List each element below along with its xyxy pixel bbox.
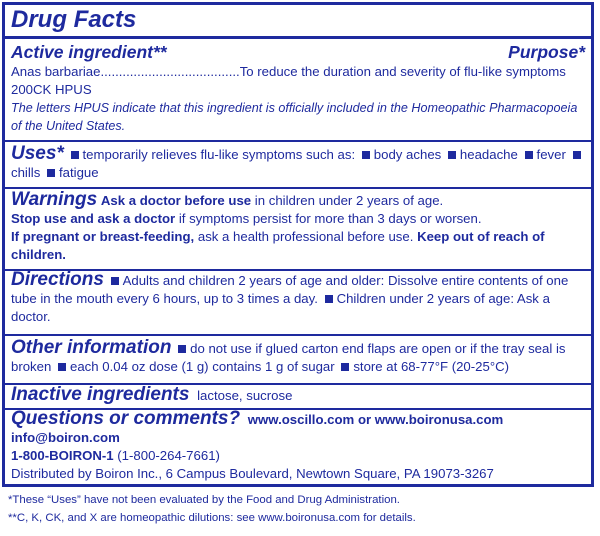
ask-doctor-label: Ask a doctor before use xyxy=(100,193,252,208)
warnings-section xyxy=(5,191,591,264)
bullet-icon xyxy=(362,151,370,159)
dilution-footnote: **C, K, CK, and X are homeopathic dilutions: see www.boironusa.com for details. xyxy=(8,512,416,524)
symptom-item: headache xyxy=(459,147,518,162)
panel-title: Drug Facts xyxy=(11,6,137,33)
bullet-icon xyxy=(47,169,55,177)
questions-heading: Questions or comments? xyxy=(11,408,241,429)
directions-text xyxy=(11,271,585,326)
pregnant-text: ask a health professional before use. xyxy=(197,229,414,244)
uses-footnote: *These “Uses” have not been evaluated by the Food and Drug Administration. xyxy=(8,494,400,506)
uses-section xyxy=(5,145,591,182)
symptom-item: fatigue xyxy=(58,165,99,180)
active-ingredient-header xyxy=(11,41,585,63)
directions-rule xyxy=(5,334,591,336)
bullet-icon xyxy=(178,345,186,353)
inactive-ingredients: lactose, sucrose xyxy=(197,388,293,403)
other-info-text xyxy=(11,339,585,376)
uses-heading: Uses* xyxy=(11,143,64,164)
bullet-icon xyxy=(341,363,349,371)
stop-use-text: if symptoms persist for more than 3 days or worsen. xyxy=(178,211,482,226)
ingredient-purpose: To reduce the duration and severity of flu-like symptoms xyxy=(239,64,566,79)
bullet-icon xyxy=(573,151,581,159)
keep-out-of-reach: Keep out of reach of children. xyxy=(11,229,545,262)
title-section xyxy=(5,7,591,33)
bullet-icon xyxy=(525,151,533,159)
pregnant-label: If pregnant or breast-feeding, xyxy=(11,229,195,244)
directions-heading: Directions xyxy=(11,269,104,290)
ingredient-name: Anas barbariae xyxy=(11,64,101,79)
symptom-item: chills xyxy=(11,165,41,180)
title-rule xyxy=(5,36,591,39)
distributor: Distributed by Boiron Inc., 6 Campus Boulevard, Newtown Square, PA 19073-3267 xyxy=(11,466,494,481)
bullet-icon xyxy=(448,151,456,159)
symptom-item: body aches xyxy=(373,147,442,162)
inactive-heading: Inactive ingredients xyxy=(11,384,190,405)
directions-adults: Adults and children 2 years of age and older: Dissolve entire contents of one tube in the mouth every 6 hours, up to 3 times a day. xyxy=(11,273,569,306)
other-info-heading: Other information xyxy=(11,337,172,358)
questions-text xyxy=(11,410,585,483)
directions-children: Children under 2 years of age: Ask a doctor. xyxy=(11,291,550,324)
phone-number: (1-800-264-7661) xyxy=(117,448,220,463)
ingredient-line xyxy=(11,63,585,81)
bullet-icon xyxy=(111,277,119,285)
email[interactable]: info@boiron.com xyxy=(11,430,120,445)
drug-facts-panel xyxy=(2,2,594,487)
uses-intro: temporarily relieves flu-like symptoms such as: xyxy=(82,147,356,162)
other-info-section xyxy=(5,339,591,376)
bullet-icon xyxy=(325,295,333,303)
questions-section xyxy=(5,410,591,483)
other-info-item: each 0.04 oz dose (1 g) contains 1 g of sugar xyxy=(70,359,335,374)
uses-text xyxy=(11,145,585,182)
purpose-heading: Purpose* xyxy=(508,42,585,62)
ask-doctor-text: in children under 2 years of age. xyxy=(254,193,444,208)
websites[interactable]: www.oscillo.com or www.boironusa.com xyxy=(247,412,504,427)
warnings-heading: Warnings xyxy=(11,189,98,210)
stop-use-label: Stop use and ask a doctor xyxy=(11,211,176,226)
bullet-icon xyxy=(58,363,66,371)
other-info-item: do not use if glued carton end flaps are open or if the tray seal is broken xyxy=(11,341,566,374)
inactive-text xyxy=(11,386,585,405)
warnings-text xyxy=(11,191,585,264)
hpus-note: The letters HPUS indicate that this ingredient is officially included in the Homeopathic Pharmacopoeia of the United States. xyxy=(11,101,578,133)
bullet-icon xyxy=(71,151,79,159)
active-ingredient-section xyxy=(5,41,591,135)
ingredient-strength: 200CK HPUS xyxy=(11,82,92,97)
symptom-item: fever xyxy=(536,147,566,162)
inactive-section xyxy=(5,386,591,405)
ingredient-dots: ...................................... xyxy=(100,64,240,79)
active-ingredient-heading: Active ingredient** xyxy=(11,42,167,62)
phone-label[interactable]: 1-800-BOIRON-1 xyxy=(11,448,114,463)
other-info-item: store at 68-77°F (20-25°C) xyxy=(353,359,510,374)
active-rule xyxy=(5,140,591,142)
directions-section xyxy=(5,271,591,326)
